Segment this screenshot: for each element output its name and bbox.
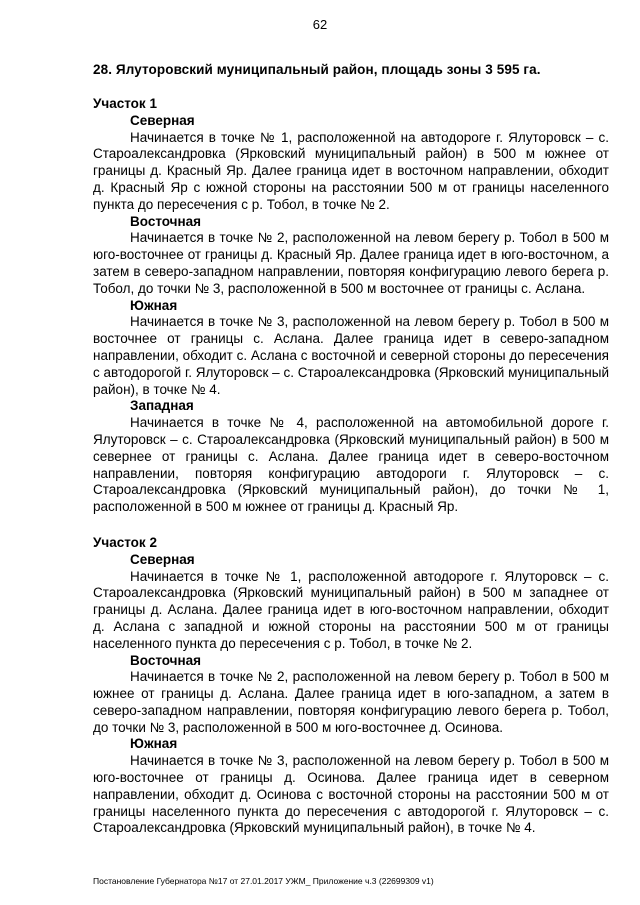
section-title: Участок 2 [93, 534, 157, 550]
section-plot-2 [93, 535, 609, 837]
document-body [93, 62, 609, 856]
page-number: 62 [312, 17, 328, 32]
subsection-title-north: Северная [130, 551, 195, 567]
section-title: Участок 1 [93, 96, 157, 111]
subsection-title-north: Северная [130, 112, 195, 128]
subsection-text-south: Начинается в точке № 3, расположенной на левом берегу р. Тобол в 500 м восточнее от границы с. Аслана. Далее граница идет в северо-западном направлении, обходит с. Аслана с восточной и северной стороны до пересечения с автодорогой г. Ялуторовск – с. Староалександровка (Ярковский муниципальный район), в точке № 4. [93, 314, 609, 397]
subsection-title-west: Западная [130, 398, 194, 414]
subsection-text-south: Начинается в точке № 3, расположенной на левом берегу р. Тобол в 500 м юго-восточнее от границы д. Осинова. Далее граница идет в северном направлении, обходит д. Осинова с восточной стороны на расстоянии 500 м от границы населенного пункта до пересечения с автодорогой г. Ялуторовск – с. Староалександровка (Ярковский муниципальный район), в точке № 4. [93, 753, 609, 836]
subsection-text-north: Начинается в точке № 1, расположенной на автодороге г. Ялуторовск – с. Староалександровка (Ярковский муниципальный район) в 500 м южнее от границы д. Красный Яр. Далее граница идет в восточном направлении, обходит д. Красный Яр с южной стороны на расстоянии 500 м от границы населенного пункта до пересечения с р. Тобол, в точке № 2. [93, 129, 609, 212]
section-plot-1 [93, 96, 609, 516]
subsection-title-east: Восточная [130, 213, 202, 229]
subsection-text-east: Начинается в точке № 2, расположенной на левом берегу р. Тобол в 500 м юго-восточнее от границы д. Красный Яр. Далее граница идет в юго-восточном, а затем в северо-западном направлении, повторяя конфигурацию левого берега р. Тобол, до точки № 3, расположенной в 500 м восточнее от границы с. Аслана. [93, 230, 609, 296]
document-heading: 28. Ялуторовский муниципальный район, площадь зоны 3 595 га. [93, 62, 541, 77]
subsection-text-north: Начинается в точке № 1, расположенной автодороге г. Ялуторовск – с. Староалександровка (Ярковский муниципальный район) в 500 м западнее от границы д. Аслана. Далее граница идет в юго-восточном направлении, обходит д. Аслана с западной и южной стороны на расстоянии 500 м от границы населенного пункта до пересечения с р. Тобол, в точке № 2. [93, 568, 609, 651]
subsection-title-east: Восточная [130, 652, 202, 668]
subsection-text-east: Начинается в точке № 2, расположенной на левом берегу р. Тобол в 500 м южнее от границы д. Аслана. Далее граница идет в юго-западном, а затем в северо-западном направлении, повторяя конфигурацию левого берега р. Тобол, до точки № 3, расположенной в 500 м юго-восточнее д. Осинова. [93, 669, 609, 735]
document-footer: Постановление Губернатора №17 от 27.01.2017 УЖМ_ Приложение ч.3 (22699309 v1) [93, 876, 434, 886]
subsection-title-south: Южная [130, 297, 178, 313]
subsection-text-west: Начинается в точке № 4, расположенной на автомобильной дороге г. Ялуторовск – с. Староалександровка (Ярковский муниципальный район) в 500 м севернее от границы с. Аслана. Далее граница идет в северо-восточном направлении, повторяя конфигурацию автодороги г. Ялуторовск – с. Староалександровка (Ярковский муниципальный район), до точки № 1, расположенной в 500 м южнее от границы д. Красный Яр. [93, 415, 609, 515]
subsection-title-south: Южная [130, 736, 178, 752]
